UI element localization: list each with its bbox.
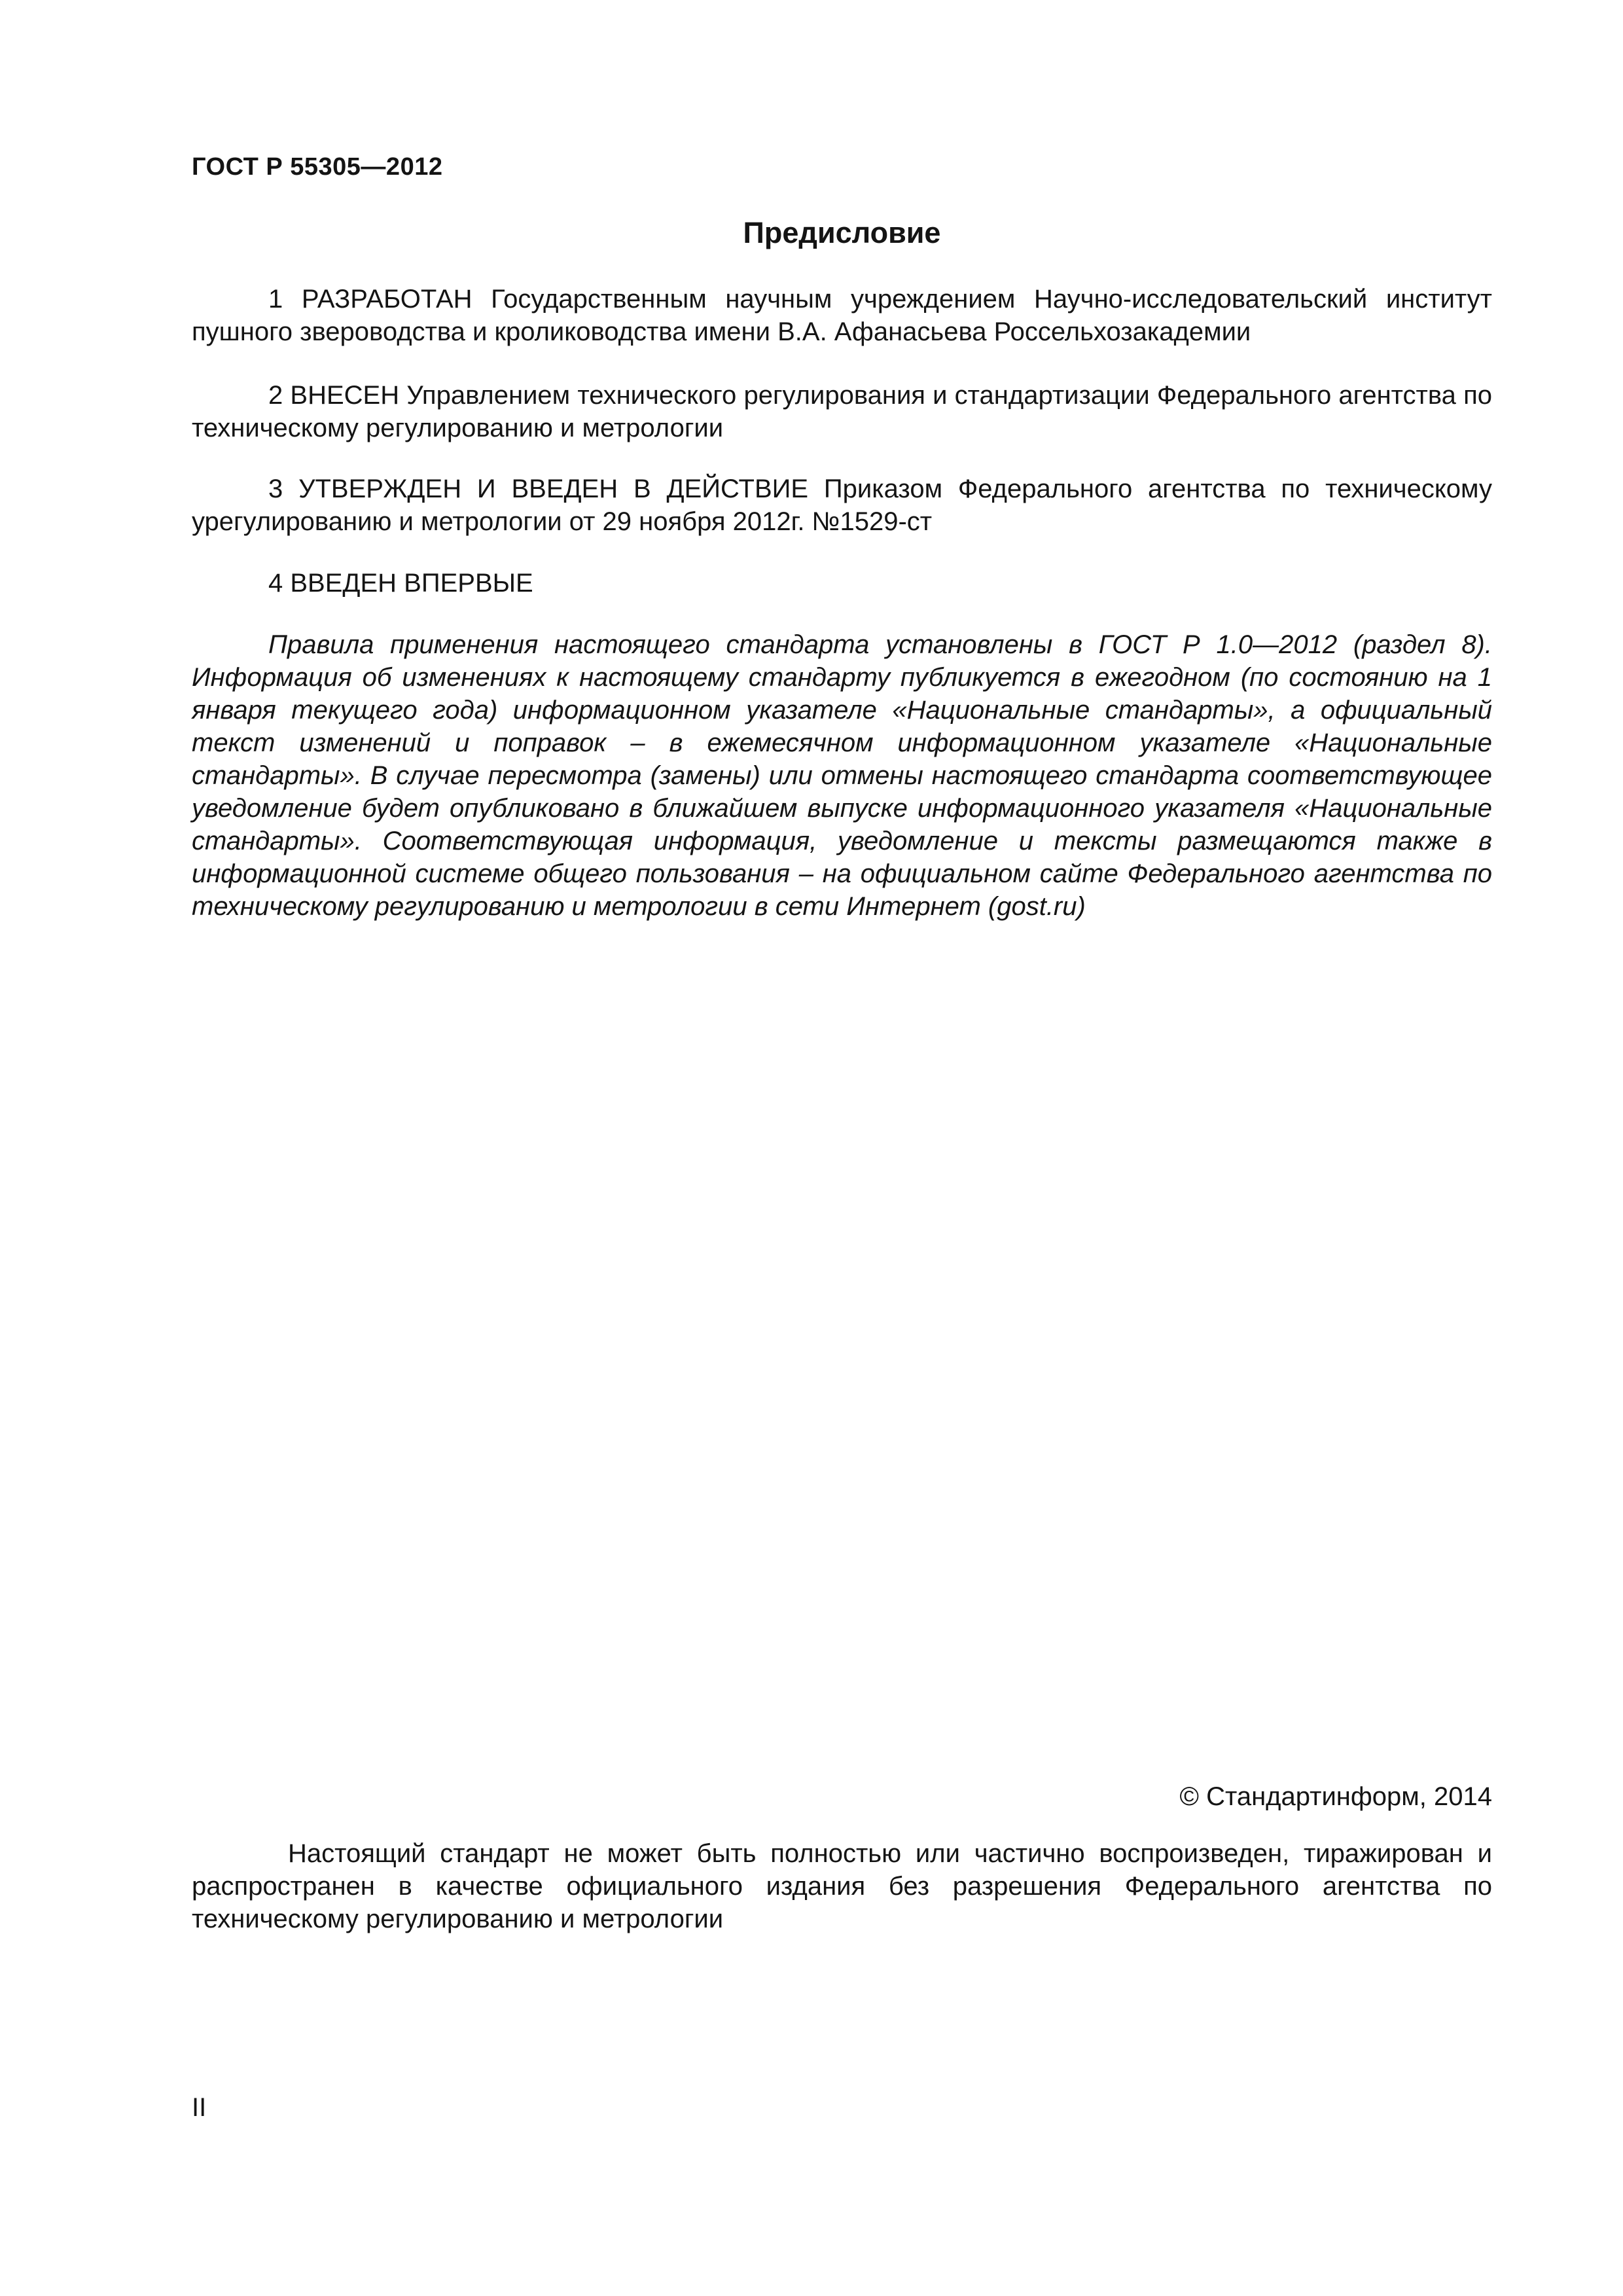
reproduction-notice: Настоящий стандарт не может быть полностью или частично воспроизведен, тиражирован и распространен в качестве официального издания без разрешения Федерального агентства по техническому регулированию и метрологии bbox=[192, 1839, 1492, 1933]
paragraph-introduced: 4 ВВЕДЕН ВПЕРВЫЕ bbox=[268, 569, 533, 598]
paragraph-developed: 1 РАЗРАБОТАН Государственным научным учреждением Научно-исследовательский институт пушного звероводства и кролиководства имени В.А. Афанасьева Россельхозакадемии bbox=[192, 285, 1492, 346]
page-number: II bbox=[192, 2093, 207, 2122]
paragraph-submitted: 2 ВНЕСЕН Управлением технического регулирования и стандартизации Федерального агентства по техническому регулированию и метрологии bbox=[192, 381, 1492, 442]
copyright: © Стандартинформ, 2014 bbox=[1179, 1782, 1492, 1811]
rules-note: Правила применения настоящего стандарта установлены в ГОСТ Р 1.0—2012 (раздел 8). Информация об изменениях к настоящему стандарту публикуется в ежегодном (по состоянию на 1 января текущего года) информационном указателе «Национальные стандарты», а официальный текст изменений и поправок – в ежемесячном информационном указателе «Национальные стандарты». В случае пересмотра (замены) или отмены настоящего стандарта соответствующее уведомление будет опубликовано в ближайшем выпуске информационного указателя «Национальные стандарты». Соответствующая информация, уведомление и тексты размещаются также в информационной системе общего пользования – на официальном сайте Федерального агентства по техническому регулированию и метрологии в сети Интернет (gost.ru) bbox=[192, 630, 1492, 921]
document-code: ГОСТ Р 55305—2012 bbox=[192, 153, 443, 181]
paragraph-approved: 3 УТВЕРЖДЕН И ВВЕДЕН В ДЕЙСТВИЕ Приказом Федерального агентства по техническому урегулированию и метрологии от 29 ноября 2012г. №1529-ст bbox=[192, 475, 1492, 536]
section-title: Предисловие bbox=[743, 216, 941, 249]
